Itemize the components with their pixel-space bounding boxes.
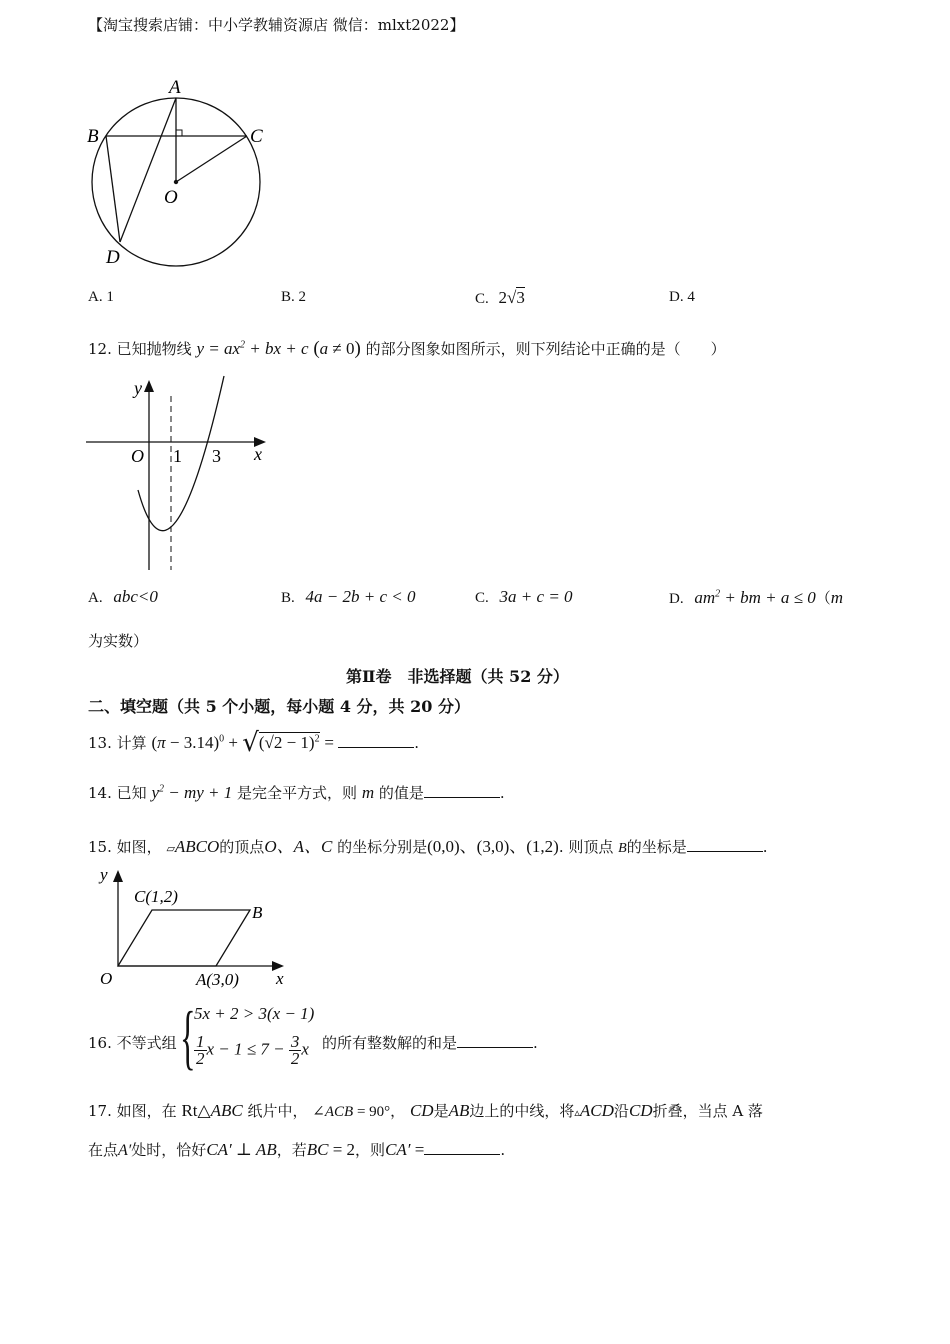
- segment-oc: [176, 136, 247, 182]
- y-axis-arrow: [113, 870, 123, 882]
- y-axis-arrow: [144, 380, 154, 392]
- q17-line2: 在点A′处时，恰好CA′ ⊥ AB，若BC = 2，则CA′ = .: [88, 1140, 506, 1159]
- q11-option-c: C. 2√3: [475, 288, 525, 307]
- q12-option-c: C. 3a + c = 0: [475, 587, 573, 606]
- label-one: 1: [173, 446, 182, 466]
- label-o: O: [131, 446, 144, 466]
- label-c: C: [250, 126, 263, 147]
- label-o: O: [164, 187, 178, 208]
- q11-option-a: A. 1: [88, 289, 114, 305]
- q15: 15. 如图， ▱ABCO的顶点O、A、C 的坐标分别是(0,0)、(3,0)、(1,2). 则顶点 B的坐标是 .: [88, 837, 768, 856]
- q16-tail: 的所有整数解的和是 .: [322, 1034, 538, 1052]
- q13: 13. 计算 $(\pi - 3.14)^0 + √(√2 - 1)^2$ = .: [88, 728, 419, 758]
- label-c: C(1,2): [134, 887, 178, 906]
- q11-option-d: D. 4: [669, 289, 695, 305]
- part-title: 二、填空题（共 5 个小题，每小题 4 分，共 20 分）: [88, 697, 470, 716]
- q11-circle-figure: [80, 74, 280, 270]
- section-title: 第Ⅱ卷 非选择题（共 52 分）: [346, 667, 569, 686]
- q12-option-a: A. abc<0: [88, 587, 158, 606]
- q12-option-d-continued: 为实数）: [88, 632, 149, 650]
- q12-stem: 12. 已知抛物线 $y = ax^2$ + bx + c (a ≠ 0) 的部分图象如图所示，则下列结论中正确的是（ ）: [88, 338, 726, 359]
- label-y: y: [134, 378, 142, 398]
- center-dot: [174, 180, 178, 184]
- shop-header-note: 【淘宝搜索店铺：中小学教辅资源店 微信：mlxt2022】: [88, 16, 465, 34]
- label-b: B: [87, 126, 99, 147]
- label-x: x: [276, 969, 284, 988]
- label-o: O: [100, 969, 113, 988]
- right-angle-mark: [176, 130, 182, 136]
- q14: 14. 已知 $y^2$ − my + 1 是完全平方式，则 m 的值是 .: [88, 783, 505, 802]
- q12-option-b: B. 4a − 2b + c < 0: [281, 587, 416, 606]
- segment-ad: [120, 98, 176, 242]
- parallelogram-abco: [118, 910, 250, 966]
- q16-label: 16. 不等式组: [88, 1034, 177, 1052]
- label-y: y: [100, 865, 108, 884]
- q11-option-b: B. 2: [281, 289, 307, 305]
- label-a: A: [169, 77, 181, 98]
- label-b: B: [252, 903, 263, 922]
- label-three: 3: [212, 446, 221, 466]
- q15-parallelogram-figure: [84, 860, 294, 990]
- q12-option-d: D. $am^2$ + bm + a ≤ 0（m: [669, 588, 844, 607]
- label-x: x: [254, 444, 262, 464]
- q17-line1: 17. 如图，在 Rt△ABC 纸片中， ∠ACB = 90°， CD是AB边上的中线，将▵ACD沿CD折叠，当点 A 落: [88, 1101, 763, 1120]
- label-a: A(3,0): [196, 970, 239, 989]
- q12-parabola-figure: [82, 372, 282, 574]
- segment-bd: [106, 136, 120, 242]
- label-d: D: [106, 247, 120, 268]
